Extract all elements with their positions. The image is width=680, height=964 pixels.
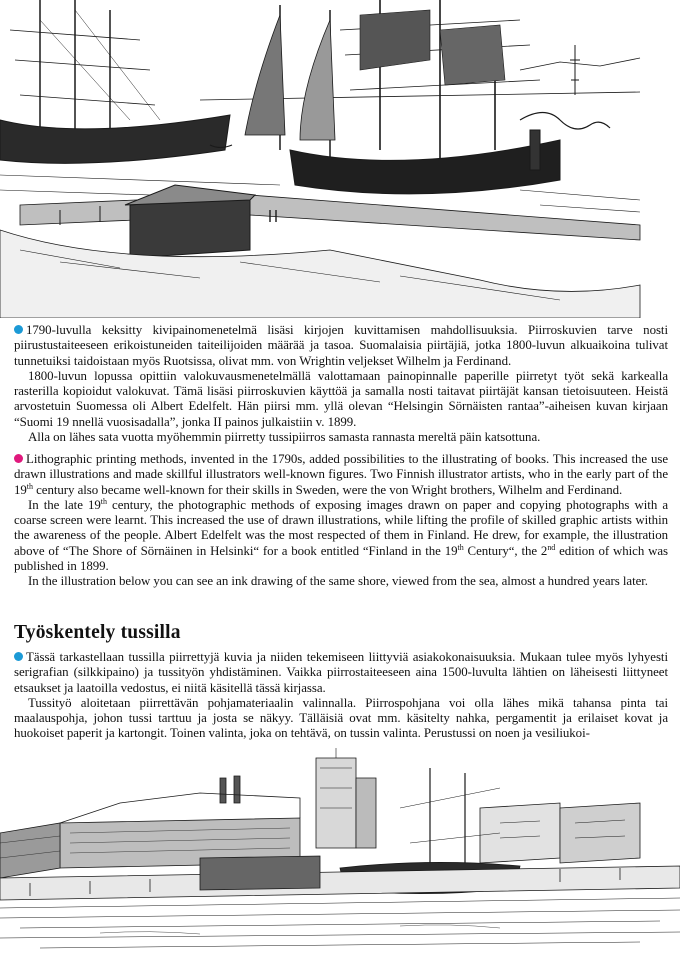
harbour-illustration — [0, 0, 680, 318]
tussi-paragraph-1 — [14, 650, 668, 696]
shore-illustration — [0, 748, 680, 964]
bullet-dot-blue-icon — [14, 652, 23, 661]
superscript: th — [100, 496, 107, 506]
finnish-paragraph-1 — [14, 323, 668, 369]
industrial-shore-ink-drawing-icon — [0, 748, 680, 964]
english-paragraph-1 — [14, 452, 668, 498]
text-run: century also became well-known for their skills in Sweden, were the von Wright brothers, Wilhelm and Ferdinand. — [32, 482, 623, 497]
superscript: th — [26, 481, 33, 491]
superscript: th — [457, 542, 464, 552]
finnish-paragraph-1-text: 1790-luvulla keksitty kivipainomenetelmä lisäsi kirjojen kuvittamisen mahdollisuuksia. Piirroskuvien tarve nosti piirustustaiteeseen erikoistuneiden taiteilijoiden määrää ja tasoa. Suomalaisia piirtäjiä, jotka 1800-luvun alkuaikoina tulivat tunnetuiksi taidoistaan myös Ruotsissa, olivat mm. von Wrightin veljekset Wilhelm ja Ferdinand. — [14, 323, 668, 368]
text-run: century, the photographic methods of exposing images drawn on paper and copying photographs with a coarse screen were learnt. This increased the use of drawn illustrations, while lifting the profile of skilled graphic artists within the awareness of the people. Albert Edelfelt was the most respected of them in Finland. He drew, for example, the illustration above of “The Shore of Sörnäinen in Helsinki“ for a book entitled “Finland in the 19 — [14, 497, 669, 558]
finnish-paragraph-3: Alla on lähes sata vuotta myöhemmin piirretty tussipiirros samasta rannasta mereltä päin katsottuna. — [28, 430, 541, 445]
section-heading-wrap — [14, 622, 668, 644]
english-paragraph-2 — [14, 498, 668, 574]
bullet-dot-magenta-icon — [14, 454, 23, 463]
finnish-paragraph-2: 1800-luvun lopussa opittiin valokuvausmenetelmällä valottamaan painopinnalle paperille piirretyt työt sekä karkealla rasterilla kopioidut valokuvat. Tämä lisäsi piirroskuvien käyttöä ja samalla nosti taitavat piirtäjät kansan tietoisuuteen. Heistä arvostetuin Suomessa oli Albert Edelfelt. Hän piirsi mm. yllä olevan “Helsingin Sörnäisten rantaa”-aiheisen kuvan kirjaan “Suomi 19 nnellä vuosisadalla”, jonka II painos julkaistiin v. 1899. — [14, 368, 668, 429]
tussi-section — [14, 650, 668, 742]
tussi-paragraph-2: Tussityö aloitetaan piirrettävän pohjamateriaalin valinnalla. Piirrospohjana voi olla lähes mikä tahansa pinta tai maalauspohja, johon tussi tarttuu ja josta se näkyy. Tälläisiä ovat mm. käsitelty nahka, pergamentit ja erilaiset kovat ja huokoiset paperit ja kartongit. Toinen valinta, joka on tehtävä, on tussin valinta. Perustussi on noen ja vesiliukoi- — [14, 695, 668, 741]
text-run: In the late 19 — [28, 497, 101, 512]
english-paragraph-3: In the illustration below you can see an ink drawing of the same shore, viewed from the sea, almost a hundred years later. — [28, 574, 648, 589]
section-heading: Työskentely tussilla — [14, 622, 181, 643]
english-section — [14, 452, 668, 590]
text-run: Lithographic printing methods, invented in the 1790s, added possibilities to the illustrating of books. This increased the use drawn illustrations and made skillful illustrators well-known figures. Two Finnish illustrator artists, who in the early part of the 19 — [14, 452, 668, 497]
text-run: Century“, the 2 — [463, 543, 548, 558]
tussi-paragraph-1-text: Tässä tarkastellaan tussilla piirrettyjä kuvia ja niiden tekemiseen liittyviä asiakokonaisuuksia. Mukaan tulee myös lyhyesti serigrafian (silkkipaino) ja tussityön yhdistäminen. Vaikka piirrostaiteeseen aina 1500-luvulta lähtien on läheisesti liittyneet etsaukset ja laatoilla vedostus, ei niitä käsitellä tässä kirjassa. — [14, 650, 668, 695]
finnish-section — [14, 323, 668, 445]
superscript: nd — [547, 542, 556, 552]
bullet-dot-blue-icon — [14, 325, 23, 334]
text-run: edition of which was published in 1899. — [14, 543, 668, 574]
harbour-ships-engraving-icon — [0, 0, 680, 318]
